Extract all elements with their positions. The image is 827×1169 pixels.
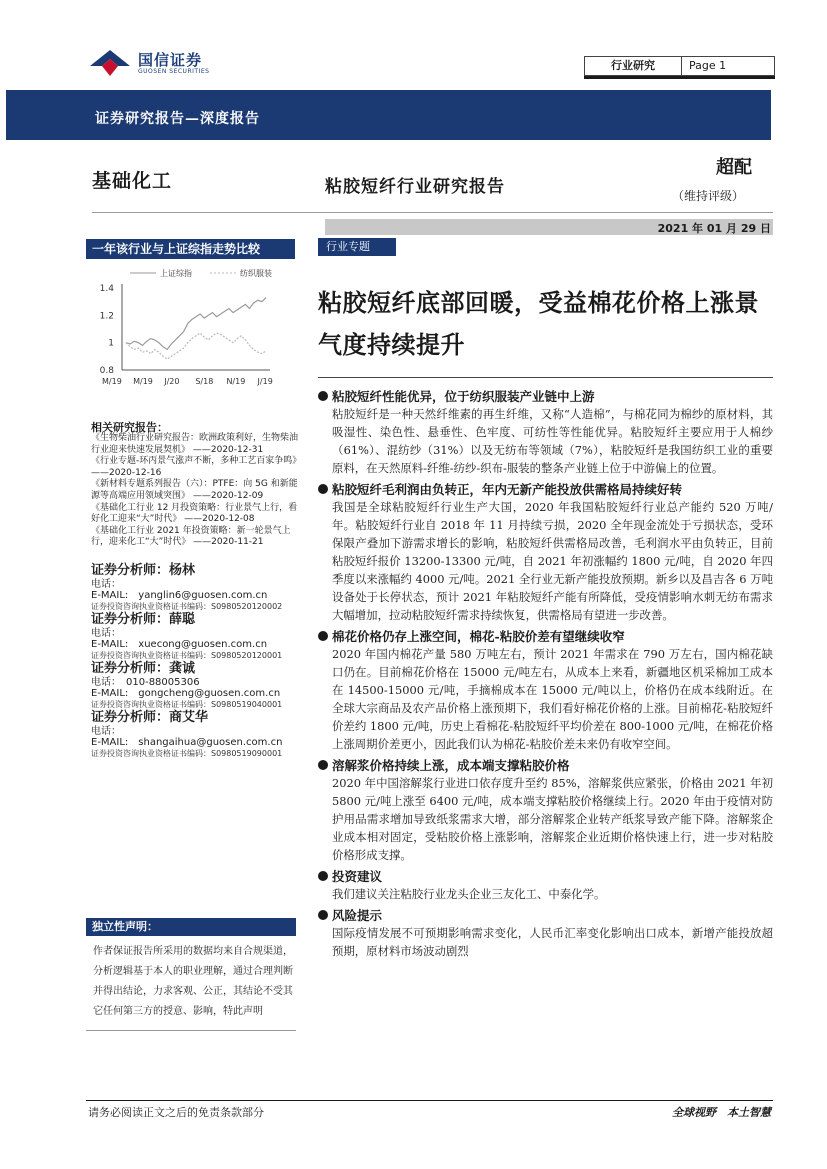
chart-x-tick-label: S/18 (195, 377, 214, 386)
report-title: 粘胶短纤行业研究报告 (325, 177, 505, 197)
section-title: 粘胶短纤性能优异，位于纺织服装产业链中上游 (332, 389, 595, 404)
summary-section (318, 628, 773, 753)
divider (86, 1030, 296, 1031)
analyst-email: E-MAIL: shangaihua@guosen.com.cn (91, 737, 283, 749)
analyst-cert: 证券投资咨询执业资格证书编码：S0980519040001 (91, 699, 283, 709)
chart-header: 一年该行业与上证综指走势比较 (86, 239, 295, 259)
report-type-box (584, 56, 775, 76)
chart-y-tick-label: 1 (108, 338, 114, 349)
footer-slogan: 全球视野 本土智慧 (672, 1106, 771, 1119)
analyst-cert: 证券投资咨询执业资格证书编码：S0980520120001 (91, 650, 283, 660)
related-report: 《新材料专题系列报告（六）：PTFE：向 5G 和新能源等高端应用领域突围》 ——2020-12-09 (91, 479, 298, 501)
analyst-email: E-MAIL: xuecong@guosen.com.cn (91, 639, 268, 651)
section-heading (318, 757, 773, 774)
report-type-label: 行业研究 (585, 57, 682, 75)
independence-statement: 作者保证报告所采用的数据均来自合规渠道，分析逻辑基于本人的职业理解，通过合理判断并得出结论，力求客观、公正，其结论不受其它任何第三方的授意、影响，特此声明 (93, 946, 293, 1017)
page-number: Page 1 (689, 59, 727, 72)
chart-x-tick-label: J/19 (257, 377, 273, 386)
trend-chart (86, 262, 296, 402)
section-title: 溶解浆价格持续上涨，成本端支撑粘胶价格 (332, 758, 570, 773)
guosen-logo-icon (88, 48, 132, 78)
analyst-phone: 电话： 010-88005306 (91, 676, 200, 688)
analyst-name: 证券分析师：龚诚 (91, 660, 196, 676)
report-date: 2021 年 01 月 29 日 (657, 222, 771, 235)
independence-header: 独立性声明： (86, 918, 296, 936)
chart-series-line (126, 298, 266, 350)
related-reports-title: 相关研究报告： (91, 421, 168, 434)
logo-name: 国信证券 (138, 51, 203, 69)
sector-name: 基础化工 (92, 170, 173, 192)
analyst-name: 证券分析师：杨林 (91, 562, 196, 578)
section-body: 我国是全球粘胶短纤行业生产大国，2020 年我国粘胶短纤行业总产能约 520 万吨/年。粘胶短纤行业自 2018 年 11 月持续亏损，2020 全年现金流处于亏损状态，受环保限产叠加下游需求增长的影响，粘胶短纤供需格局改善，毛利润水平由负转正，目前粘胶短纤报价 13200-13300 元/吨，自 2021 年初涨幅约 1800 元/吨，自 2020 年四季度以来涨幅约 4000 元/吨。2021 全行业无新产能投放预期。新乡以及昌吉各 6 万吨设备处于长停状态，预计 2021 年粘胶短纤产能有所降低，受疫情影响水刺无纺布需求大幅增加，拉动粘胶短纤需求持续恢复，供需格局有望进一步改善。 (332, 500, 773, 622)
section-title: 投资建议 (332, 869, 383, 884)
summary-sections (318, 388, 773, 964)
related-report: 《生物柴油行业研究报告：欧洲政策利好，生物柴油行业迎来快速发展契机》 ——2020-12-31 (91, 433, 299, 455)
header-rule (584, 76, 775, 79)
section-body: 2020 年国内棉花产量 580 万吨左右，预计 2021 年需求在 790 万左右，国内棉花缺口仍在。目前棉花价格在 15000 元/吨左右，从成本上来看，新疆地区机采棉加工成本在 14500-15000 元/吨，手摘棉成本在 15000 元/吨以上，价格仍在成本线附近。在全球大宗商品及农产品价格上涨预期下，我们看好棉花价格的上涨。目前棉花-粘胶短纤价差约 1800 元/吨，历史上看棉花-粘胶短纤平均价差在 800-1000 元/吨，在棉花价格上涨周期价差更小，因此我们认为棉花-粘胶价差未来仍有收窄空间。 (332, 647, 773, 751)
trend-chart-svg (86, 262, 296, 402)
headline-rule (318, 377, 773, 378)
chart-y-tick-label: 1.4 (99, 284, 114, 294)
related-report: 《基础化工行业 12 月投资策略：行业景气上行，看好化工迎来“大”时代》 ——2020-12-08 (91, 502, 298, 525)
analyst-cert: 证券投资咨询执业资格证书编码：S0980520120002 (91, 601, 283, 611)
bullet-icon (318, 871, 328, 881)
chart-x-tick-label: N/19 (226, 377, 246, 386)
section-body: 粘胶短纤是一种天然纤维素的再生纤维，又称“人造棉”，与棉花同为棉纱的原材料，其吸湿性、染色性、悬垂性、色牢度、可纺性等性能优异。粘胶短纤主要应用于人棉纱（61%）、混纺纱（31%）以及无纺布等领域（7%），粘胶短纤是我国纺织工业的重要原料，在天然原料-纤维-纺纱-织布-服装的整条产业链上位于中游偏上的位置。 (332, 407, 773, 475)
footer-disclaimer: 请务必阅读正文之后的免责条款部分 (88, 1106, 264, 1119)
section-heading (318, 388, 773, 405)
rating: 超配 (716, 157, 752, 178)
bullet-icon (318, 391, 328, 401)
section-heading (318, 868, 773, 885)
topic-tag: 行业专题 (318, 238, 396, 256)
banner-title: 证券研究报告—深度报告 (95, 111, 260, 127)
chart-legend-label: 纺织服装 (240, 269, 272, 278)
analyst-phone: 电话： (91, 627, 121, 639)
chart-series-line (126, 333, 266, 359)
section-body: 我们建议关注粘胶行业龙头企业三友化工、中泰化学。 (332, 887, 606, 901)
summary-section (318, 388, 773, 477)
analyst-phone: 电话： (91, 578, 121, 590)
analyst-phone: 电话： (91, 725, 121, 737)
section-heading (318, 628, 773, 645)
analyst-block (91, 710, 306, 759)
bullet-icon (318, 910, 328, 920)
section-body: 2020 年中国溶解浆行业进口依存度升至约 85%，溶解浆供应紧张，价格由 2021 年初 5800 元/吨上涨至 6400 元/吨，成本端支撑粘胶价格继续上行。2020 年由于疫情对防护用品需求增加导致纸浆需求大增，部分溶解浆企业转产纸浆导致产能下降。溶解浆企业成本相对固定，受粘胶价格上涨影响，溶解浆企业近期价格快速上行，进一步对粘胶价格形成支撑。 (332, 776, 773, 862)
related-report: 《行业专题-环丙景气涨声不断，多种工艺百家争鸣》 ——2020-12-16 (91, 456, 302, 478)
chart-x-tick-label: M/19 (102, 377, 122, 386)
section-heading (318, 907, 773, 924)
section-body: 国际疫情发展不可预期影响需求变化，人民币汇率变化影响出口成本，新增产能投放超预期，原材料市场波动剧烈 (332, 926, 773, 958)
summary-section (318, 481, 773, 624)
logo-english: GUOSEN SECURITIES (138, 68, 210, 75)
analyst-block (91, 612, 306, 661)
analyst-block (91, 661, 306, 710)
chart-y-tick-label: 1.2 (99, 311, 114, 322)
analyst-cert: 证券投资咨询执业资格证书编码：S0980519090001 (91, 748, 283, 758)
related-reports (91, 433, 306, 759)
chart-legend-label: 上证综指 (160, 269, 192, 278)
bullet-icon (318, 631, 328, 641)
section-title: 风险提示 (332, 908, 383, 923)
section-heading (318, 481, 773, 498)
rating-note: （维持评级） (672, 189, 745, 203)
summary-section (318, 868, 773, 903)
bullet-icon (318, 484, 328, 494)
summary-section (318, 757, 773, 864)
analyst-name: 证券分析师：薛聪 (91, 611, 196, 627)
analyst-email: E-MAIL: yanglin6@guosen.com.cn (91, 590, 268, 602)
chart-x-tick-label: J/20 (164, 377, 180, 386)
analyst-name: 证券分析师：商艾华 (91, 709, 209, 725)
chart-y-tick-label: 0.8 (99, 366, 114, 376)
bullet-icon (318, 760, 328, 770)
summary-section (318, 907, 773, 960)
analyst-block (91, 563, 306, 612)
divider (92, 212, 773, 213)
analyst-email: E-MAIL: gongcheng@guosen.com.cn (91, 688, 281, 700)
chart-x-tick-label: M/19 (133, 377, 153, 386)
section-title: 粘胶短纤毛利润由负转正，年内无新产能投放供需格局持续好转 (332, 482, 683, 497)
related-report: 《基础化工行业 2021 年投资策略：新一轮景气上行，迎来化工“大”时代》 ——2020-11-21 (91, 525, 291, 548)
footer-rule (86, 1100, 773, 1101)
section-title: 棉花价格仍存上涨空间，棉花-粘胶价差有望继续收窄 (332, 629, 625, 644)
headline: 粘胶短纤底部回暖，受益棉花价格上涨景气度持续提升 (318, 288, 759, 359)
